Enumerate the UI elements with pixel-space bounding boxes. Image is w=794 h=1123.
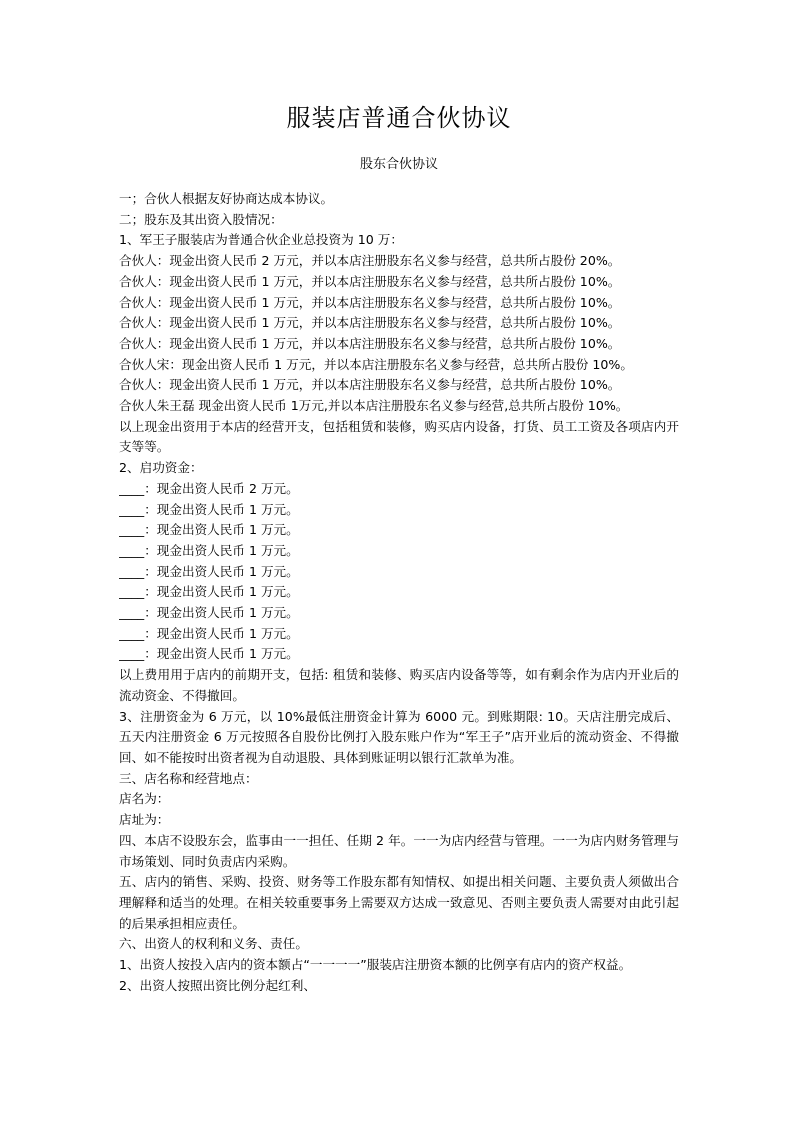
- partner-line: 合伙人：现金出资人民币 1 万元，并以本店注册股东名义参与经营，总共所占股份 10%。: [119, 315, 621, 331]
- partner-line: 合伙人：现金出资人民币 1 万元，并以本店注册股东名义参与经营，总共所占股份 10%。: [119, 273, 621, 289]
- capital-line: ____：现金出资人民币 1 万元。: [119, 584, 299, 600]
- document-title: 服装店普通合伙协议: [286, 104, 512, 132]
- section-heading: 六、出资人的权利和义务、责任。: [119, 936, 308, 952]
- store-address-line: 店址为：: [119, 812, 170, 828]
- paragraph-line: 一；合伙人根据友好协商达成本协议。: [119, 191, 334, 206]
- partner-line: 合伙人宋：现金出资人民币 1 万元，并以本店注册股东名义参与经营，总共所占股份 10%。: [119, 356, 633, 372]
- paragraph: 1、出资人按投入店内的资本额占“一一一一”服装店注册资本额的比例享有店内的资产权益。: [119, 957, 632, 973]
- capital-line: ____：现金出资人民币 1 万元。: [119, 542, 299, 558]
- capital-line: ____：现金出资人民币 1 万元。: [119, 625, 299, 641]
- section-heading: 三、店名称和经营地点：: [119, 770, 258, 786]
- document-subtitle: 股东合伙协议: [359, 157, 438, 172]
- partner-line: 合伙人：现金出资人民币 1 万元，并以本店注册股东名义参与经营，总共所占股份 10%。: [119, 377, 621, 393]
- store-name-line: 店名为：: [119, 791, 170, 807]
- capital-line: ____：现金出资人民币 1 万元。: [119, 501, 299, 517]
- capital-line: ____：现金出资人民币 1 万元。: [119, 563, 299, 579]
- paragraph-line: 1、军王子服装店为普通合伙企业总投资为 10 万：: [119, 232, 403, 248]
- capital-line: ____：现金出资人民币 1 万元。: [119, 646, 299, 662]
- paragraph: 四、本店不设股东会，监事由一一担任、任期 2 年。一一为店内经营与管理。一一为店内财务管理与市场策划、同时负责店内采购。: [119, 832, 679, 869]
- partner-line: 合伙人：现金出资人民币 1 万元，并以本店注册股东名义参与经营，总共所占股份 10%。: [119, 335, 621, 351]
- paragraph-line: 2、出资人按照出资比例分起红利、: [119, 977, 316, 993]
- paragraph: 以上费用用于店内的前期开支，包括: 租赁和装修、购买店内设备等等，如有剩余作为店内开业后的流动资金、不得撤回。: [119, 667, 679, 703]
- partner-line: 合伙人：现金出资人民币 2 万元，并以本店注册股东名义参与经营，总共所占股份 20%。: [119, 253, 621, 269]
- partner-line: 合伙人朱王磊 现金出资人民币 1万元,并以本店注册股东名义参与经营,总共所占股份 10%。: [119, 398, 629, 414]
- section-heading: 2、启功资金：: [119, 460, 203, 476]
- paragraph: 以上现金出资用于本店的经营开支，包括租赁和装修，购买店内设备，打货、员工工资及各项店内开支等等。: [119, 418, 679, 455]
- partner-line: 合伙人：现金出资人民币 1 万元，并以本店注册股东名义参与经营，总共所占股份 10%。: [119, 294, 621, 310]
- paragraph: 3、注册资金为 6 万元，以 10%最低注册资金计算为 6000 元。到账期限: 10。天店注册完成后、五天内注册资金 6 万元按照各自股份比例打入股东账户作为“军王子”店开业后的流动资金、不得撤回、如不能按时出资者视为自动退股、具体到账证明以银行汇款单为准。: [119, 708, 679, 765]
- paragraph: 五、店内的销售、采购、投资、财务等工作股东都有知情权、如提出相关问题、主要负责人须做出合理解释和适当的处理。在相关较重要事务上需要双方达成一致意见、否则主要负责人需要对由此引起的后果承担相应责任。: [119, 874, 679, 931]
- document-body: [119, 189, 679, 996]
- capital-line: ____：现金出资人民币 1 万元。: [119, 605, 299, 621]
- capital-line: ____：现金出资人民币 1 万元。: [119, 522, 299, 538]
- paragraph-line: 二；股东及其出资入股情况：: [119, 211, 283, 227]
- capital-line: ____：现金出资人民币 2 万元。: [119, 480, 299, 496]
